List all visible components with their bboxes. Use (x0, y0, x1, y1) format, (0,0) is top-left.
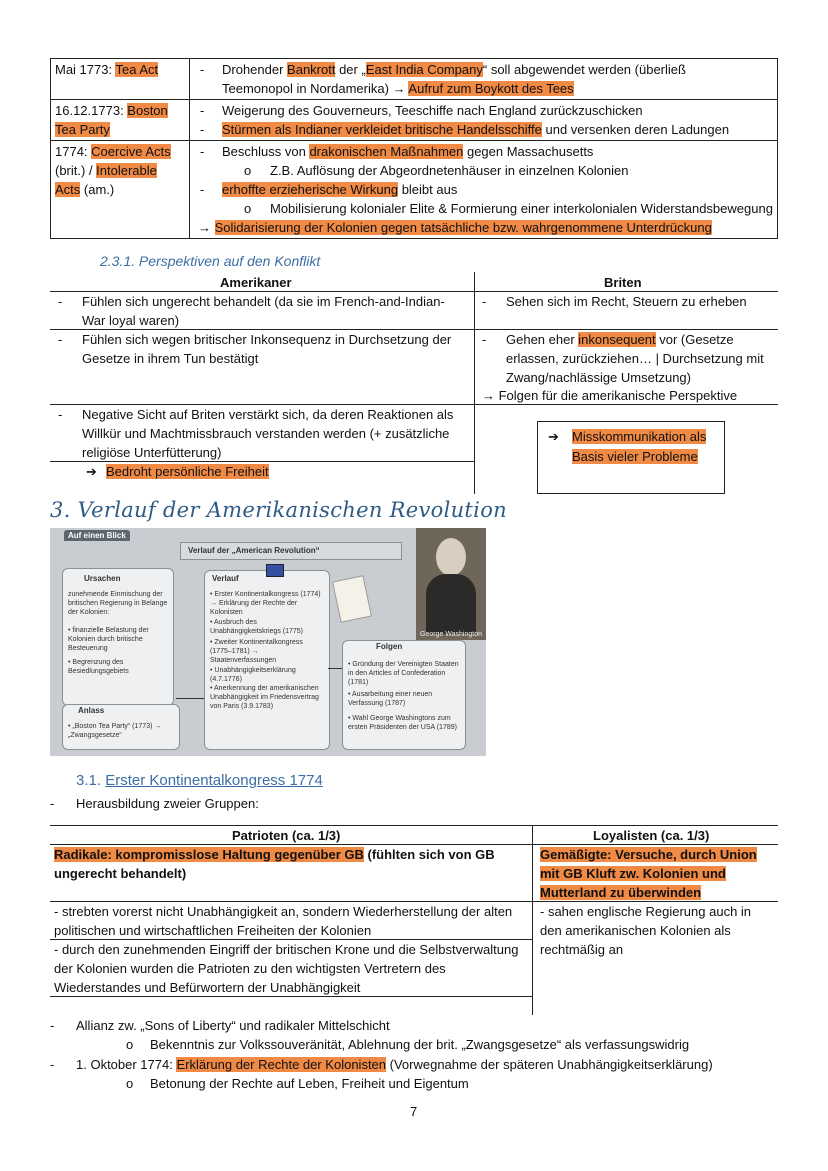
page-number: 7 (410, 1104, 418, 1119)
bullet-alliance: Allianz zw. „Sons of Liberty“ und radikaler Mittelschicht (76, 1018, 390, 1033)
timeline-date: 16.12.1773: Boston Tea Party (51, 100, 190, 141)
patriots-radicals: Radikale: kompromisslose Haltung gegenüber GB (fühlten sich von GB ungerecht behandelt) (54, 847, 495, 881)
head-americans: Amerikaner (220, 275, 292, 290)
head-loyalists: Loyalisten (ca. 1/3) (593, 828, 710, 843)
bullet-rights: Betonung der Rechte auf Leben, Freiheit und Eigentum (150, 1076, 469, 1091)
british-point-1: Sehen sich im Recht, Steuern zu erheben (506, 294, 747, 309)
timeline-date: 1774: Coercive Acts (brit.) / Intolerable Acts (am.) (51, 141, 190, 239)
timeline-details: - Drohender Bankrott der „East India Company“ soll abgewendet werden (überließ Teemonopol in Nordamerika) → Aufruf zum Boykott des Tees (190, 59, 778, 100)
arrow-icon: ➔ (548, 429, 559, 444)
groups-intro: Herausbildung zweier Gruppen: (76, 796, 259, 811)
head-british: Briten (604, 275, 642, 290)
head-patriots: Patrioten (ca. 1/3) (232, 828, 341, 843)
timeline-row (51, 59, 778, 100)
document-icon (332, 575, 372, 623)
timeline-table (50, 58, 778, 239)
flag-icon (266, 564, 284, 577)
arrow-icon: ➔ (86, 464, 97, 479)
bullet-sovereignty: Bekenntnis zur Volkssouveränität, Ablehnung der brit. „Zwangsgesetze“ als verfassungswidrig (150, 1037, 690, 1052)
overview-graphic: Auf einen Blick Verlauf der „American Revolution“ Ursachen zunehmende Einmischung der britischen Regierung in Belange der Kolonien: • finanzielle Belastung der Kolonien durch britische Besteuerung • Begrenzung des Besiedlungsgebiets Verlauf • Erster Kontinentalkongress (1774) → Erklärung der Rechte der Kolonisten • Ausbruch des Unabhängigkeitskriegs (1775) • Zweiter Kontinentalkongress (1775–1781) → Staatenverfassungen • Unabhängigkeitserklärung (4.7.1776) • Anerkennung der amerikanischen Unabhängigkeit im Friedensvertrag von Paris (3.9.1783) Anlass • „Boston Tea Party“ (1773) → „Zwangsgesetze“ Folgen • Gründung der Vereinigten Staaten in den Articles of Confederation (1781) • Ausarbeitung einer neuen Verfassung (1787) • Wahl George Washingtons zum ersten Präsidenten der USA (1789) George Washington (50, 528, 486, 756)
british-consequence: → Folgen für die amerikanische Perspektive (482, 388, 738, 403)
timeline-row (51, 141, 778, 239)
timeline-details: - Beschluss von drakonischen Maßnahmen gegen Massachusetts o Z.B. Auflösung der Abgeordnetenhäuser in einzelnen Kolonien - erhoffte erzieherische Wirkung bleibt aus o Mobilisierung kolonialer Elite & Formierung einer interkolonialen Widerstandsbewegung → Solidarisierung der Kolonien gegen tatsächliche bzw. wahrgenommene Unterdrückung (190, 141, 778, 239)
portrait-image: George Washington (416, 528, 486, 640)
americans-point-1: Fühlen sich ungerecht behandelt (da sie im French-and-Indian-War loyal waren) (82, 294, 445, 328)
section-heading-3-1: 3.1. Erster Kontinentalkongress 1774 (76, 772, 323, 789)
subheading-perspectives: 2.3.1. Perspektiven auf den Konflikt (100, 253, 321, 269)
miscommunication-box: ➔ Misskommunikation als Basis vieler Probleme (537, 421, 725, 494)
bullet-declaration: 1. Oktober 1774: Erklärung der Rechte der Kolonisten (Vorwegnahme der späteren Unabhängigkeitserklärung) (76, 1057, 713, 1072)
timeline-date: Mai 1773: Tea Act (51, 59, 190, 100)
loyalists-moderates: Gemäßigte: Versuche, durch Union mit GB Kluft zw. Kolonien und Mutterland zu überwinden (540, 847, 757, 900)
americans-point-2: Fühlen sich wegen britischer Inkonsequenz in Durchsetzung der Gesetze in ihrem Tun bestätigt (82, 332, 452, 366)
overview-title: Verlauf der „American Revolution“ (188, 546, 320, 555)
loyalists-point-1: - sahen englische Regierung auch in den amerikanischen Kolonien als rechtmäßig an (540, 904, 752, 957)
americans-point-4: Bedroht persönliche Freiheit (106, 464, 269, 479)
timeline-details: - Weigerung des Gouverneurs, Teeschiffe nach England zurückzuschicken - Stürmen als Indianer verkleidet britische Handelsschiffe und versenken deren Ladungen (190, 100, 778, 141)
patriots-point-1: - strebten vorerst nicht Unabhängigkeit an, sondern Wiederherstellung der alten politischen und wirtschaftlichen Freiheiten der Kolonien (54, 904, 513, 938)
americans-point-3: Negative Sicht auf Briten verstärkt sich, da deren Reaktionen als Willkür und Machtmissbrauch verstanden werden (+ zusätzliche religiöse Unterfütterung) (82, 407, 454, 460)
british-point-2: Gehen eher inkonsequent vor (Gesetze erlassen, zurückziehen… | Durchsetzung mit Zwang/nachlässige Umsetzung) (506, 332, 764, 385)
timeline-row (51, 100, 778, 141)
section-heading-3: 3. Verlauf der Amerikanischen Revolution (50, 498, 507, 522)
patriots-point-2: - durch den zunehmenden Eingriff der britischen Krone und die Selbstverwaltung der Kolonien wurden die Patrioten zu den wichtigsten Vertretern des Wiederstandes und Befürwortern der Unabhängigkeit (54, 942, 519, 995)
